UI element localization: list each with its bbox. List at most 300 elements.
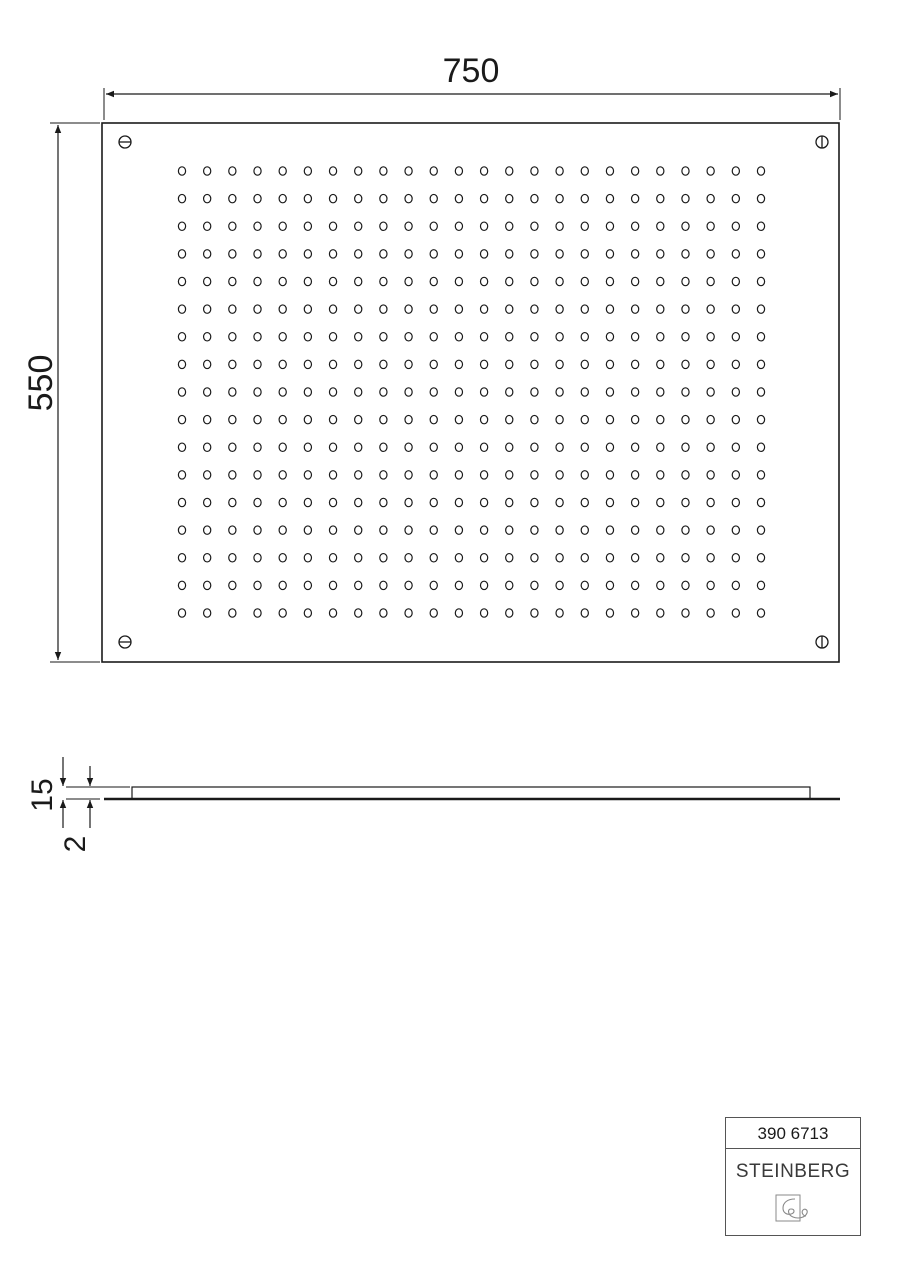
nozzle-hole [455,305,462,313]
nozzle-hole [455,277,462,285]
nozzle-hole [632,194,639,202]
nozzle-hole [229,471,236,479]
nozzle-hole [531,250,538,258]
nozzle-hole [405,471,412,479]
nozzle-hole [657,333,664,341]
nozzle-hole [707,277,714,285]
nozzle-hole [204,250,211,258]
nozzle-hole [556,250,563,258]
nozzle-hole [380,581,387,589]
nozzle-hole [556,443,563,451]
nozzle-hole [506,277,513,285]
nozzle-hole [606,415,613,423]
nozzle-hole [229,388,236,396]
screw-icon [119,636,131,648]
nozzle-hole [581,194,588,202]
nozzle-hole [757,194,764,202]
nozzle-hole [279,388,286,396]
nozzle-hole [581,222,588,230]
nozzle-hole [304,471,311,479]
nozzle-hole [254,388,261,396]
nozzle-hole [279,277,286,285]
nozzle-hole [229,360,236,368]
nozzle-hole [657,305,664,313]
nozzle-hole [606,581,613,589]
article-number: 390 6713 [726,1118,860,1149]
nozzle-hole [531,554,538,562]
screw-icon [816,636,828,648]
nozzle-hole [581,554,588,562]
nozzle-hole [405,222,412,230]
nozzle-hole [304,498,311,506]
nozzle-hole [707,333,714,341]
nozzle-hole [707,194,714,202]
nozzle-hole [632,609,639,617]
nozzle-hole [405,277,412,285]
shower-plate-outline [102,123,839,662]
nozzle-hole [229,609,236,617]
nozzle-hole [279,305,286,313]
nozzle-hole [632,360,639,368]
nozzle-hole [329,415,336,423]
nozzle-hole [632,222,639,230]
nozzle-hole [632,443,639,451]
nozzle-hole [405,250,412,258]
nozzle-hole [430,333,437,341]
nozzle-hole [329,277,336,285]
nozzle-hole [531,609,538,617]
nozzle-hole [430,554,437,562]
nozzle-hole [355,471,362,479]
nozzle-hole [254,443,261,451]
nozzle-hole [556,554,563,562]
nozzle-hole [506,194,513,202]
nozzle-hole [657,471,664,479]
screw-icon [816,136,828,148]
nozzle-hole [606,443,613,451]
nozzle-hole [455,250,462,258]
nozzle-hole [178,388,185,396]
nozzle-hole [430,388,437,396]
side-view [26,757,840,852]
nozzle-hole [430,498,437,506]
nozzle-hole [229,554,236,562]
nozzle-hole [480,388,487,396]
nozzle-hole [732,250,739,258]
nozzle-hole [229,194,236,202]
nozzle-hole [178,498,185,506]
nozzle-hole [355,167,362,175]
nozzle-hole [506,609,513,617]
nozzle-hole [632,277,639,285]
nozzle-hole [355,554,362,562]
nozzle-hole [531,498,538,506]
nozzle-hole [480,526,487,534]
nozzle-hole [430,526,437,534]
nozzle-hole [279,360,286,368]
nozzle-hole [556,388,563,396]
nozzle-hole [531,388,538,396]
nozzle-hole [480,415,487,423]
nozzle-hole [204,277,211,285]
nozzle-hole [455,360,462,368]
nozzle-hole [304,194,311,202]
nozzle-hole [757,526,764,534]
nozzle-hole [632,581,639,589]
nozzle-hole [506,333,513,341]
nozzle-hole [380,498,387,506]
nozzle-hole [531,333,538,341]
nozzle-hole [707,250,714,258]
nozzle-hole [455,498,462,506]
nozzle-hole [657,526,664,534]
nozzle-hole [254,360,261,368]
nozzle-hole [304,443,311,451]
nozzle-hole [304,554,311,562]
nozzle-hole [682,581,689,589]
nozzle-hole [707,388,714,396]
nozzle-hole [229,167,236,175]
nozzle-hole [279,554,286,562]
nozzle-hole [682,333,689,341]
nozzle-hole [606,498,613,506]
nozzle-hole [204,526,211,534]
nozzle-hole [682,526,689,534]
nozzle-hole [254,609,261,617]
nozzle-hole [556,415,563,423]
nozzle-hole [204,471,211,479]
mounting-screws [119,136,828,648]
nozzle-hole [506,554,513,562]
nozzle-hole [581,498,588,506]
nozzle-hole [506,471,513,479]
nozzle-hole [757,498,764,506]
nozzle-hole [632,333,639,341]
nozzle-hole [556,360,563,368]
nozzle-hole [556,194,563,202]
nozzle-hole [682,194,689,202]
nozzle-hole [279,498,286,506]
nozzle-hole [732,305,739,313]
nozzle-hole [757,250,764,258]
nozzle-hole [480,554,487,562]
nozzle-hole [732,609,739,617]
nozzle-hole [757,360,764,368]
nozzle-hole [355,526,362,534]
nozzle-hole [279,167,286,175]
nozzle-hole [355,222,362,230]
nozzle-hole [430,471,437,479]
nozzle-hole [581,388,588,396]
nozzle-hole [556,471,563,479]
nozzle-hole [707,415,714,423]
nozzle-hole [531,443,538,451]
nozzle-hole [279,581,286,589]
nozzle-hole [506,443,513,451]
nozzle-hole [606,471,613,479]
nozzle-hole [204,167,211,175]
nozzle-hole [531,222,538,230]
nozzle-hole [178,250,185,258]
nozzle-hole [380,250,387,258]
nozzle-hole [732,388,739,396]
nozzle-hole [506,167,513,175]
nozzle-hole [632,305,639,313]
nozzle-hole [556,333,563,341]
nozzle-hole [355,250,362,258]
steinberg-logo-icon [775,1194,811,1228]
nozzle-hole [732,498,739,506]
width-dimension-label: 750 [442,52,500,90]
nozzle-hole [178,609,185,617]
nozzle-hole [455,443,462,451]
nozzle-hole [380,167,387,175]
nozzle-hole [380,222,387,230]
side-view-plate [132,787,810,799]
nozzle-hole [229,250,236,258]
nozzle-hole [229,333,236,341]
nozzle-hole [732,526,739,534]
nozzle-hole [279,609,286,617]
nozzle-hole [682,498,689,506]
nozzle-hole [657,554,664,562]
nozzle-hole [329,167,336,175]
nozzle-hole [707,443,714,451]
nozzle-hole [380,471,387,479]
nozzle-hole [480,222,487,230]
nozzle-hole [229,277,236,285]
nozzle-hole [707,305,714,313]
nozzle-hole [606,167,613,175]
nozzle-hole [682,250,689,258]
nozzle-hole [581,581,588,589]
nozzle-hole [531,167,538,175]
nozzle-hole [556,305,563,313]
nozzle-hole [430,277,437,285]
nozzle-hole [657,415,664,423]
nozzle-hole [204,554,211,562]
nozzle-hole [355,277,362,285]
base-dimension-label: 2 [59,835,92,853]
nozzle-hole [480,581,487,589]
nozzle-hole [506,526,513,534]
nozzle-hole [204,222,211,230]
nozzle-hole [556,222,563,230]
nozzle-hole [556,498,563,506]
nozzle-hole [581,471,588,479]
nozzle-hole [380,415,387,423]
nozzle-hole [204,498,211,506]
nozzle-hole [682,388,689,396]
nozzle-hole [304,333,311,341]
nozzle-hole [329,471,336,479]
nozzle-hole [279,415,286,423]
nozzle-hole [707,360,714,368]
nozzle-hole [732,415,739,423]
nozzle-hole [178,581,185,589]
nozzle-hole [229,581,236,589]
nozzle-hole [279,222,286,230]
nozzle-hole [581,360,588,368]
nozzle-hole [732,222,739,230]
nozzle-hole [707,554,714,562]
nozzle-hole [682,471,689,479]
nozzle-hole [304,277,311,285]
nozzle-hole [480,498,487,506]
brand-name: STEINBERG [735,1161,851,1182]
nozzle-hole [279,443,286,451]
nozzle-hole [229,222,236,230]
nozzle-hole [581,609,588,617]
nozzle-hole [581,333,588,341]
nozzle-hole [329,222,336,230]
nozzle-hole [606,609,613,617]
nozzle-hole [178,305,185,313]
nozzle-hole [355,443,362,451]
nozzle-hole [757,471,764,479]
nozzle-hole [329,443,336,451]
nozzle-hole [707,471,714,479]
nozzle-hole [556,277,563,285]
nozzle-hole [355,360,362,368]
nozzle-hole [279,526,286,534]
nozzle-hole [304,360,311,368]
nozzle-hole [455,471,462,479]
nozzle-hole [405,194,412,202]
nozzle-hole [355,415,362,423]
nozzle-hole [480,305,487,313]
nozzle-hole [254,333,261,341]
nozzle-hole [204,360,211,368]
nozzle-hole [254,250,261,258]
nozzle-hole [757,167,764,175]
nozzle-hole [405,360,412,368]
nozzle-hole [682,305,689,313]
nozzle-hole [632,554,639,562]
nozzle-hole [581,415,588,423]
nozzle-hole [455,554,462,562]
nozzle-hole [355,305,362,313]
nozzle-hole [329,388,336,396]
nozzle-hole [178,415,185,423]
nozzle-hole [632,526,639,534]
nozzle-hole [329,581,336,589]
nozzle-hole [430,167,437,175]
nozzle-hole [430,222,437,230]
title-block [725,1117,861,1236]
nozzle-hole [556,609,563,617]
nozzle-hole [732,194,739,202]
nozzle-hole [455,581,462,589]
nozzle-hole [531,581,538,589]
nozzle-hole [455,333,462,341]
nozzle-hole [405,554,412,562]
nozzle-hole [606,360,613,368]
nozzle-hole [632,167,639,175]
nozzle-hole [657,250,664,258]
nozzle-hole [430,609,437,617]
nozzle-hole [657,581,664,589]
nozzle-hole [506,388,513,396]
nozzle-hole [430,443,437,451]
nozzle-hole [455,222,462,230]
nozzle-hole [556,526,563,534]
nozzle-hole [380,526,387,534]
nozzle-hole [657,443,664,451]
nozzle-hole [682,415,689,423]
nozzle-hole [506,415,513,423]
nozzle-hole [204,609,211,617]
nozzle-hole [304,222,311,230]
screw-icon [119,136,131,148]
nozzle-hole [329,554,336,562]
nozzle-hole [329,526,336,534]
nozzle-hole [581,277,588,285]
nozzle-hole [531,277,538,285]
nozzle-hole [329,194,336,202]
nozzle-hole [405,581,412,589]
nozzle-hole [657,277,664,285]
nozzle-hole [657,194,664,202]
nozzle-hole [254,167,261,175]
nozzle-hole [556,581,563,589]
nozzle-hole [329,498,336,506]
nozzle-hole [531,526,538,534]
nozzle-hole [707,167,714,175]
nozzle-hole [606,388,613,396]
nozzle-hole [581,250,588,258]
nozzle-hole [581,443,588,451]
nozzle-hole [329,360,336,368]
nozzle-hole [405,388,412,396]
nozzle-hole [178,167,185,175]
nozzle-hole [657,167,664,175]
nozzle-hole [204,388,211,396]
nozzle-hole [480,443,487,451]
nozzle-hole [229,305,236,313]
nozzle-hole [455,194,462,202]
nozzle-hole [455,388,462,396]
nozzle-hole [380,388,387,396]
nozzle-hole [707,222,714,230]
nozzle-hole [757,443,764,451]
nozzle-hole [254,498,261,506]
nozzle-hole [204,581,211,589]
nozzle-hole [254,526,261,534]
nozzle-hole [380,305,387,313]
nozzle-hole [707,526,714,534]
nozzle-hole [405,609,412,617]
nozzle-hole [329,333,336,341]
nozzle-hole [682,443,689,451]
nozzle-hole [531,194,538,202]
nozzle-hole [480,471,487,479]
nozzle-hole [304,526,311,534]
nozzle-hole [430,194,437,202]
nozzle-hole [229,415,236,423]
nozzle-hole [732,581,739,589]
nozzle-hole [657,222,664,230]
nozzle-hole [480,194,487,202]
nozzle-hole [581,305,588,313]
nozzle-hole [556,167,563,175]
nozzle-hole [632,498,639,506]
nozzle-hole [757,554,764,562]
nozzle-hole [430,581,437,589]
nozzle-hole [581,167,588,175]
nozzle-hole [178,443,185,451]
nozzle-hole [682,609,689,617]
